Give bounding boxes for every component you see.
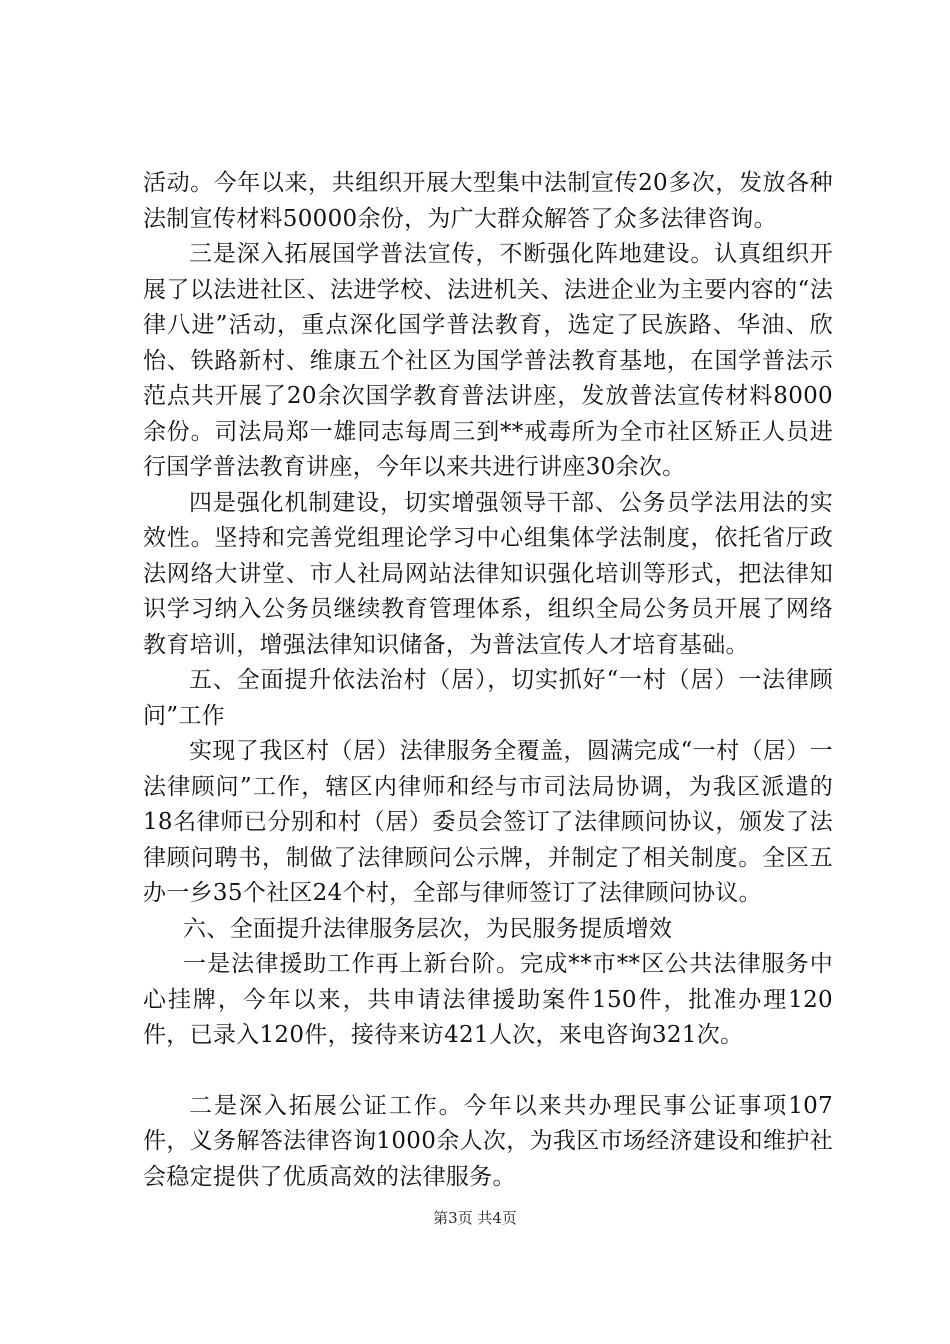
paragraph-guoxue-law-publicity: 三是深入拓展国学普法宣传，不断强化阵地建设。认真组织开展了以法进社区、法进学校、法进机关、法进企业为主要内容的“法律八进”活动，重点深化国学普法教育，选定了民族路、华油、欣怡、铁路新村、维康五个社区为国学普法教育基地，在国学普法示范点共开展了20余次国学教育普法讲座，发放普法宣传材料8000余份。司法局郑一雄同志每周三到**戒毒所为全市社区矫正人员进行国学普法教育讲座，今年以来共进行讲座30余次。 xyxy=(143,241,833,480)
paragraph-notary-work: 二是深入拓展公证工作。今年以来共办理民事公证事项107件，义务解答法律咨询1000余人次，为我区市场经济建设和维护社会稳定提供了优质高效的法律服务。 xyxy=(143,1092,833,1190)
paragraph-publicity-activities: 活动。今年以来，共组织开展大型集中法制宣传20多次，发放各种法制宣传材料50000余份，为广大群众解答了众多法律咨询。 xyxy=(143,170,833,232)
paragraph-mechanism-building: 四是强化机制建设，切实增强领导干部、公务员学法用法的实效性。坚持和完善党组理论学习中心组集体学法制度，依托省厅政法网络大讲堂、市人社局网站法律知识强化培训等形式，把法律知识学习纳入公务员继续教育管理体系，组织全局公务员开展了网络教育培训，增强法律知识储备，为普法宣传人才培育基础。 xyxy=(143,489,833,658)
section-heading-village-legal-advisor: 五、全面提升依法治村（居），切实抓好“一村（居）一法律顾问”工作 xyxy=(143,667,833,729)
section-heading-legal-service-level: 六、全面提升法律服务层次，为民服务提质增效 xyxy=(183,915,673,942)
paragraph-legal-service-coverage: 实现了我区村（居）法律服务全覆盖，圆满完成“一村（居）一法律顾问”工作，辖区内律师和经与市司法局协调，为我区派遣的18名律师已分别和村（居）委员会签订了法律顾问协议，颁发了法律顾问聘书，制做了法律顾问公示牌，并制定了相关制度。全区五办一乡35个社区24个村，全部与律师签订了法律顾问协议。 xyxy=(143,738,833,906)
paragraph-legal-aid: 一是法律援助工作再上新台阶。完成**市**区公共法律服务中心挂牌，今年以来，共申请法律援助案件150件，批准办理120件，已录入120件，接待来访421人次，来电咨询321次。 xyxy=(143,951,833,1048)
page-number-footer: 第3页 共4页 xyxy=(433,1209,517,1227)
document-body xyxy=(143,166,833,1195)
